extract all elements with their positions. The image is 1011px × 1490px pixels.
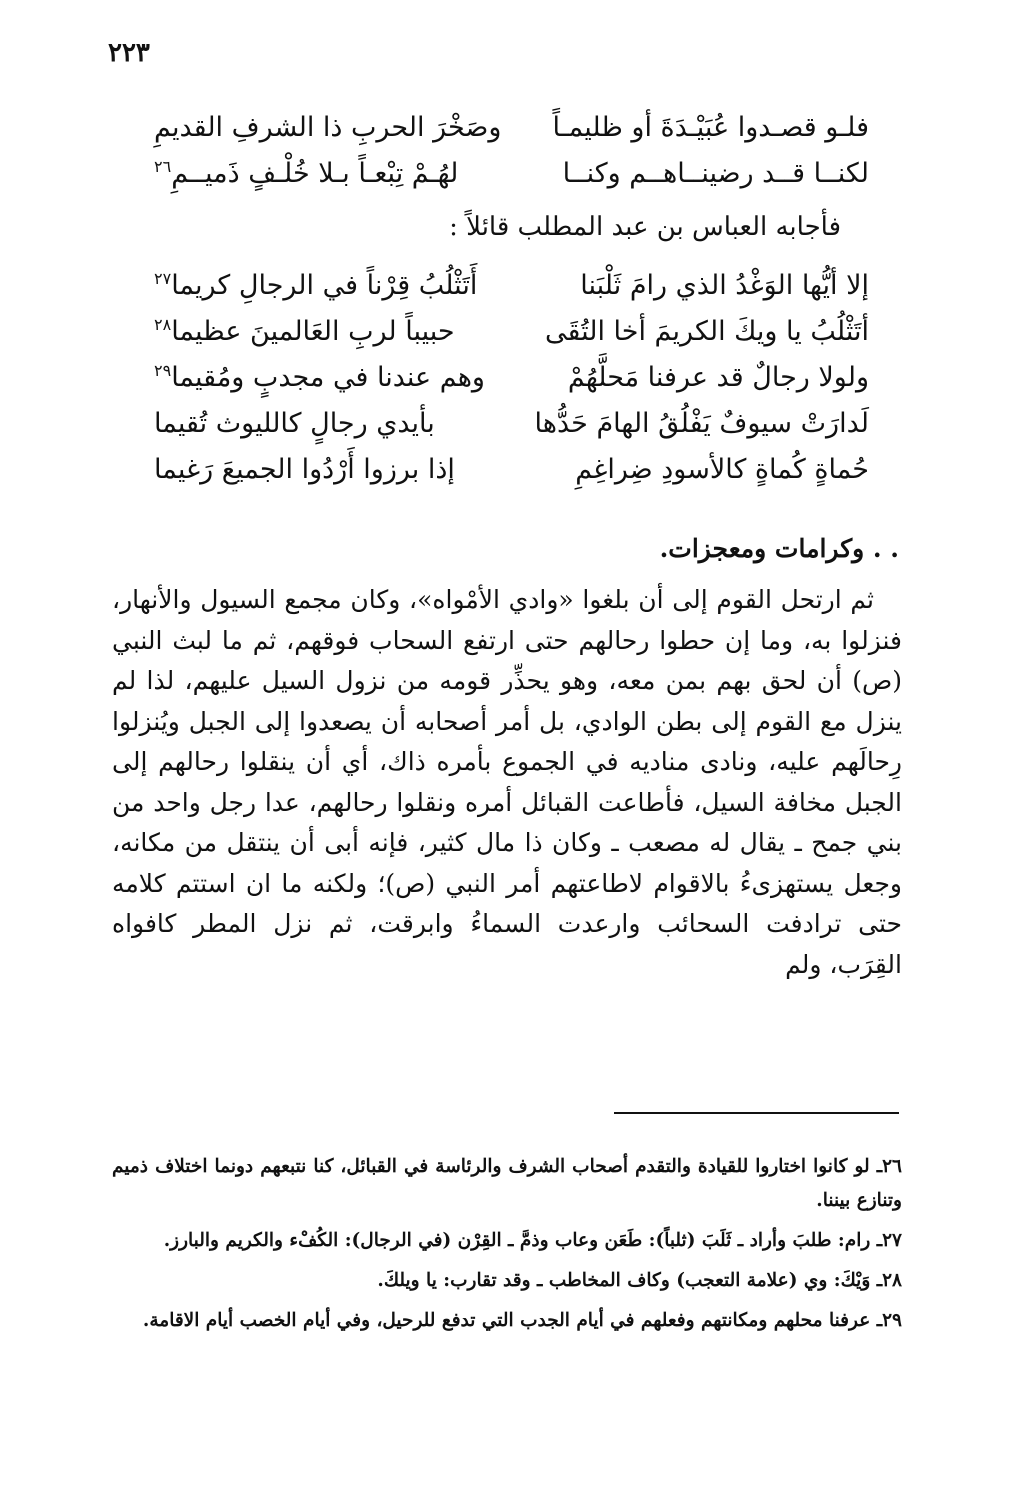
verse-text: إذا برزوا أَرْدُوا الجميعَ رَغيما [154, 454, 455, 485]
verse-line [154, 358, 869, 404]
verse-second-hemistich [154, 450, 455, 490]
verse-line [154, 312, 869, 358]
footnotes [112, 1150, 902, 1344]
verse-second-hemistich [154, 108, 501, 148]
verse-first-hemistich: إلا أيُّها الوَغْدُ الذي رامَ ثَلْبَنا [580, 270, 869, 301]
footnote-29: ٢٩ـ عرفنا محلهم ومكانتهم وفعلهم في أيام الجدب التي تدفع للرحيل، وفي أيام الخصب أيام الاقامة. [142, 1310, 902, 1331]
verse-text: لهُـمْ تِبْعـاً بـلا خُلْـفٍ ذَميــمِ [171, 158, 459, 189]
verse-line [154, 404, 869, 450]
verse-second-hemistich [154, 154, 458, 194]
section-heading: . . وكرامات ومعجزات. [659, 534, 899, 563]
poem-second [154, 266, 869, 496]
verse-text: حبيباً لربِ العَالمينَ عظيما [171, 316, 455, 347]
footnote-reference[interactable]: ٢٧ [154, 269, 172, 288]
verse-first-hemistich: لكنــا قــد رضينــاهــم وكنــا [562, 158, 869, 189]
poem-first [154, 108, 869, 200]
verse-line [154, 108, 869, 154]
verse-line [154, 154, 869, 200]
verse-line [154, 266, 869, 312]
poem-intro-line: فأجابه العباس بن عبد المطلب قائلاً : [449, 212, 841, 242]
verse-text: وهم عندنا في مجدبٍ ومُقيما [171, 362, 485, 393]
footnote-28: ٢٨ـ وَيْكَ: وي (علامة التعجب) وكاف المخاطب ـ وقد تقارب: يا ويلكَ. [377, 1270, 902, 1291]
verse-first-hemistich: حُماةٍ كُماةٍ كالأسودِ ضِراغِمِ [575, 454, 869, 485]
footnote-reference[interactable]: ٢٦ [154, 157, 172, 176]
verse-second-hemistich [154, 312, 455, 352]
footnote-27: ٢٧ـ رام: طلبَ وأراد ـ ثَلَبَ (ثلباً): طَعَن وعاب وذمَّ ـ القِرْن (في الرجال): الكُفْء والكريم والبارز. [163, 1230, 902, 1251]
footnote-26: ٢٦ـ لو كانوا اختاروا للقيادة والتقدم أصحاب الشرف والرئاسة في القبائل، كنا نتبعهم دونما اختلاف ذميم وتنازع بيننا. [112, 1156, 902, 1211]
verse-first-hemistich: لَدارَتْ سيوفٌ يَفْلُقُ الهامَ حَدُّها [534, 408, 869, 439]
footnote-divider [614, 1112, 899, 1114]
verse-text: وصَخْرَ الحربِ ذا الشرفِ القديمِ [154, 112, 502, 143]
body-text [112, 580, 902, 985]
footnote-reference[interactable]: ٢٨ [154, 315, 172, 334]
verse-text: بأيدي رجالٍ كالليوث تُقيما [154, 408, 435, 439]
verse-second-hemistich [154, 404, 435, 444]
verse-line [154, 450, 869, 496]
verse-second-hemistich [154, 358, 485, 398]
verse-second-hemistich [154, 266, 477, 306]
verse-text: أَتَثْلُبُ قِرْناً في الرجالِ كريما [171, 270, 478, 301]
page-number: ٢٢٣ [108, 38, 150, 68]
verse-first-hemistich: أتَثْلُبُ يا ويكَ الكريمَ أخا التُقَى [544, 316, 869, 347]
footnote-reference[interactable]: ٢٩ [154, 361, 172, 380]
verse-first-hemistich: فلـو قصـدوا عُبَيْـدَةَ أو ظليمـاً [552, 112, 869, 143]
body-paragraph: ثم ارتحل القوم إلى أن بلغوا «وادي الأمْواه»، وكان مجمع السيول والأنهار، فنزلوا به، وما إن حطوا رحالهم حتى ارتفع السحاب فوقهم، ثم ما لبث النبي (ص) أن لحق بهم بمن معه، وهو يحذِّر قومه من نزول السيل عليهم، لذا لم ينزل مع القوم إلى بطن الوادي، بل أمر أصحابه أن يصعدوا إلى الجبل ويُنزلوا رِحالَهم عليه، ونادى مناديه في الجموع بأمره ذاك، أي أن ينقلوا رحالهم إلى الجبل مخافة السيل، فأطاعت القبائل أمره ونقلوا رحالهم، عدا رجل واحد من بني جمح ـ يقال له مصعب ـ وكان ذا مال كثير، فإنه أبى أن ينتقل من مكانه، وجعل يستهزىءُ بالاقوام لاطاعتهم أمر النبي (ص)؛ ولكنه ما ان استتم كلامه حتى ترادفت السحائب وارعدت السماءُ وابرقت، ثم نزل المطر كافواه القِرَب، ولم [112, 585, 902, 979]
verse-first-hemistich: ولولا رجالٌ قد عرفنا مَحلَّهُمْ [567, 362, 869, 393]
